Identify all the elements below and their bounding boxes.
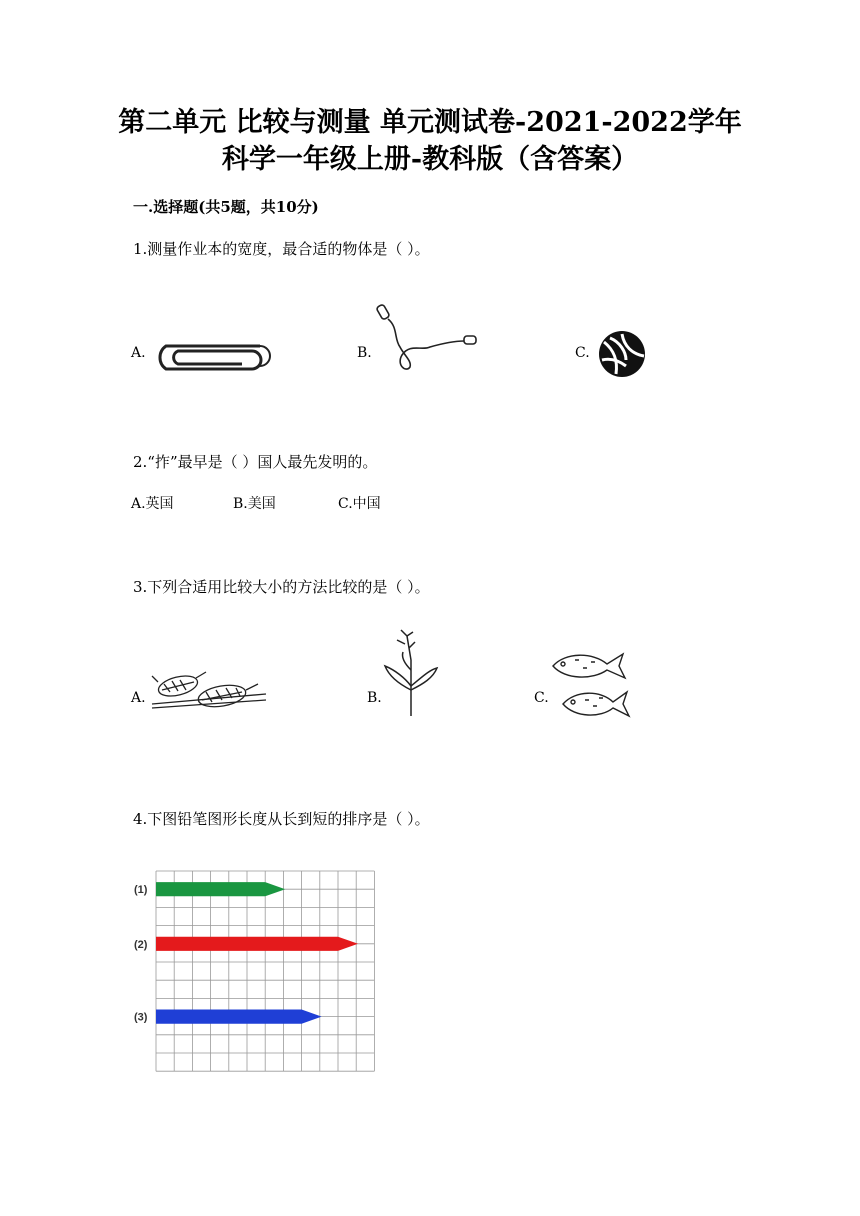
plant-sprout-icon [383, 630, 439, 718]
page-title-line2: 科学一年级上册-教科版（含答案） [221, 144, 639, 175]
wheat-icon [150, 664, 268, 712]
q3-option-b-label: B. [367, 690, 382, 706]
paperclip-icon [148, 336, 268, 372]
q2-option-c: C.中国 [338, 496, 381, 512]
page-title-line1: 第二单元 比较与测量 单元测试卷-2021-2022学年 [118, 107, 742, 138]
q3-option-a-label: A. [131, 690, 146, 706]
q2-option-a: A.英国 [131, 496, 174, 512]
two-fish-icon [551, 648, 629, 724]
q1-option-c-label: C. [575, 345, 590, 361]
question-4-text: 4.下图铅笔图形长度从长到短的排序是（ ）。 [133, 810, 430, 828]
pencil-length-grid [130, 868, 380, 1083]
pencil-1 [156, 882, 285, 896]
question-1-text: 1.测量作业本的宽度，最合适的物体是（ ）。 [133, 240, 430, 258]
section-heading: 一.选择题(共5题，共10分) [133, 198, 319, 216]
pencil-label-3: (3) [134, 1011, 148, 1024]
jump-rope-icon [376, 303, 478, 373]
question-3-text: 3.下列合适用比较大小的方法比较的是（ ）。 [133, 578, 430, 596]
q1-option-a-label: A. [131, 345, 146, 361]
q2-option-b: B.美国 [233, 496, 276, 512]
pencil-3 [156, 1010, 322, 1024]
pencil-2 [156, 937, 358, 951]
q1-option-b-label: B. [357, 345, 372, 361]
volleyball-icon [596, 330, 648, 378]
pencil-label-2: (2) [134, 938, 148, 951]
pencil-label-1: (1) [134, 884, 148, 897]
question-2-text: 2.“拃”最早是（ ）国人最先发明的。 [133, 453, 378, 471]
q3-option-c-label: C. [534, 690, 549, 706]
